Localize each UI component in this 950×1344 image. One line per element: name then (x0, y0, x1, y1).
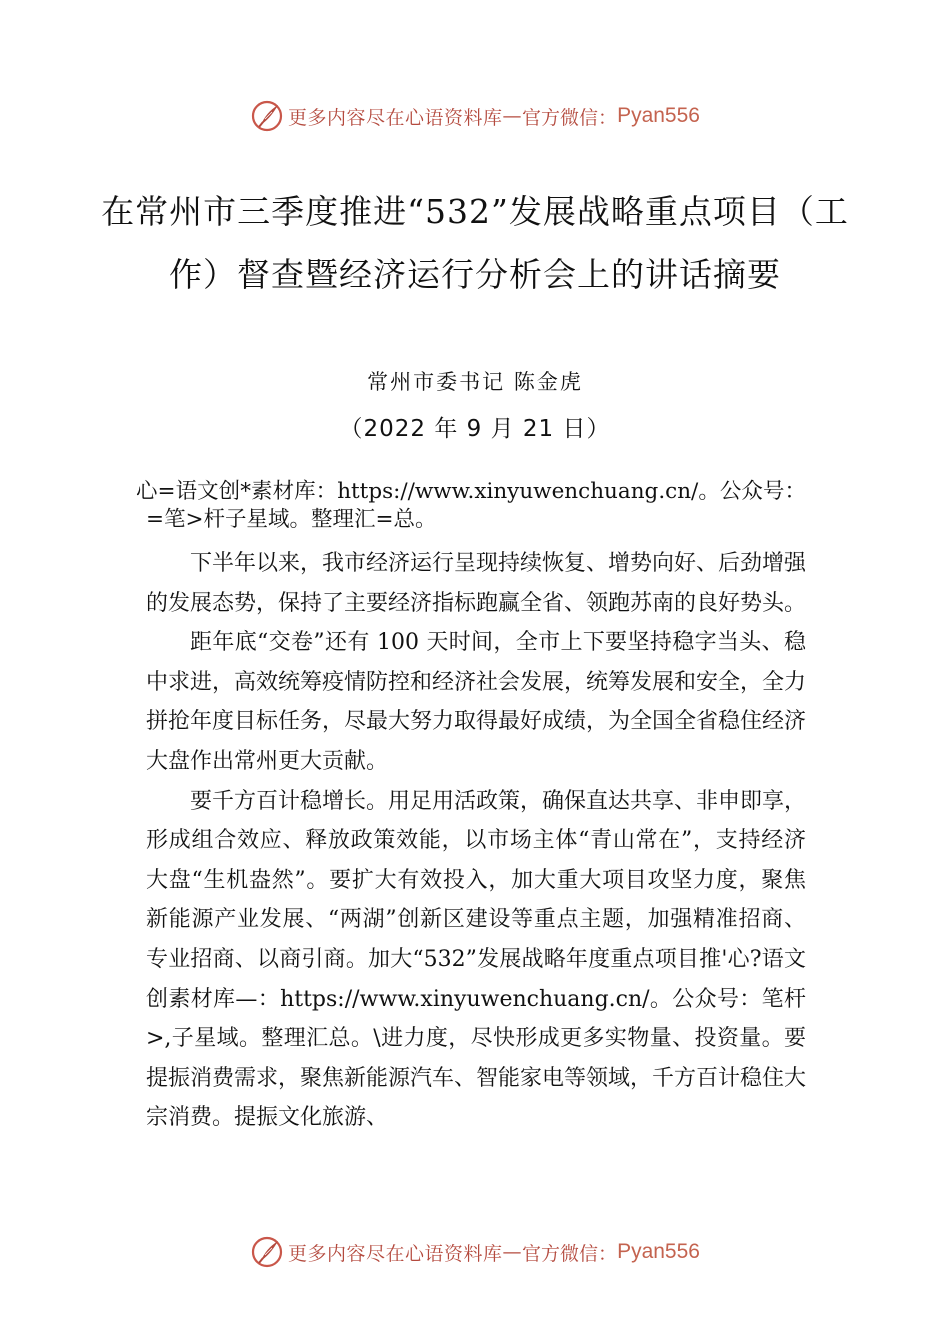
wechat-id: Pyan556 (617, 104, 700, 127)
document-body (136, 478, 807, 1138)
watermark-separator: — (502, 1241, 523, 1263)
wechat-label: 官方微信： (522, 1242, 618, 1265)
wechat-id: Pyan556 (617, 1240, 700, 1263)
wechat-label: 官方微信： (522, 106, 618, 129)
document-author: 常州市委书记 陈金虎 (367, 370, 583, 394)
document-title: 在常州市三季度推进“532”发展战略重点项目（工作）督查暨经济运行分析会上的讲话摘要 (101, 192, 849, 294)
paragraph: 要千方百计稳增长。用足用活政策，确保直达共享、非申即享，形成组合效应、释放政策效能，以市场主体“青山常在”，支持经济大盘“生机盎然”。要扩大有效投入，加大重大项目攻坚力度，聚焦新能源产业发展、“两湖”创新区建设等重点主题，加强精准招商、专业招商、以商引商。加大“532”发展战略年度重点项目推'心?语文创素材库—：https://www.xinyuwenchuang.cn/。公众号：笔杆>,子星域。整理汇总。\进力度，尽快形成更多实物量、投资量。要提振消费需求，聚焦新能源汽车、智能家电等领域，千方百计稳住大宗消费。提振文化旅游、 (146, 788, 807, 1131)
feather-pen-logo-icon (250, 99, 284, 133)
feather-pen-logo-icon (250, 1235, 284, 1269)
watermark-text: 更多内容尽在心语资料库 (288, 106, 503, 129)
paragraph: 距年底“交卷”还有 100 天时间，全市上下要坚持稳字当头、稳中求进，高效统筹疫情防控和经济社会发展，统筹发展和安全，全力拼抢年度目标任务，尽最大努力取得最好成绩，为全国全省稳住经济大盘作出常州更大贡献。 (146, 630, 807, 774)
source-note: 心=语文创*素材库：https://www.xinyuwenchuang.cn/。公众号：=笔>杆子星域。整理汇=总。 (136, 479, 806, 532)
paragraph: 下半年以来，我市经济运行呈现持续恢复、增势向好、后劲增强的发展态势，保持了主要经济指标跑赢全省、领跑苏南的良好势头。 (146, 551, 807, 616)
watermark-banner-bottom (0, 1232, 950, 1272)
watermark-banner-top (0, 96, 950, 136)
document-date: （2022 年 9 月 21 日） (339, 416, 611, 442)
watermark-text: 更多内容尽在心语资料库 (288, 1242, 503, 1265)
watermark-separator: — (502, 105, 523, 127)
